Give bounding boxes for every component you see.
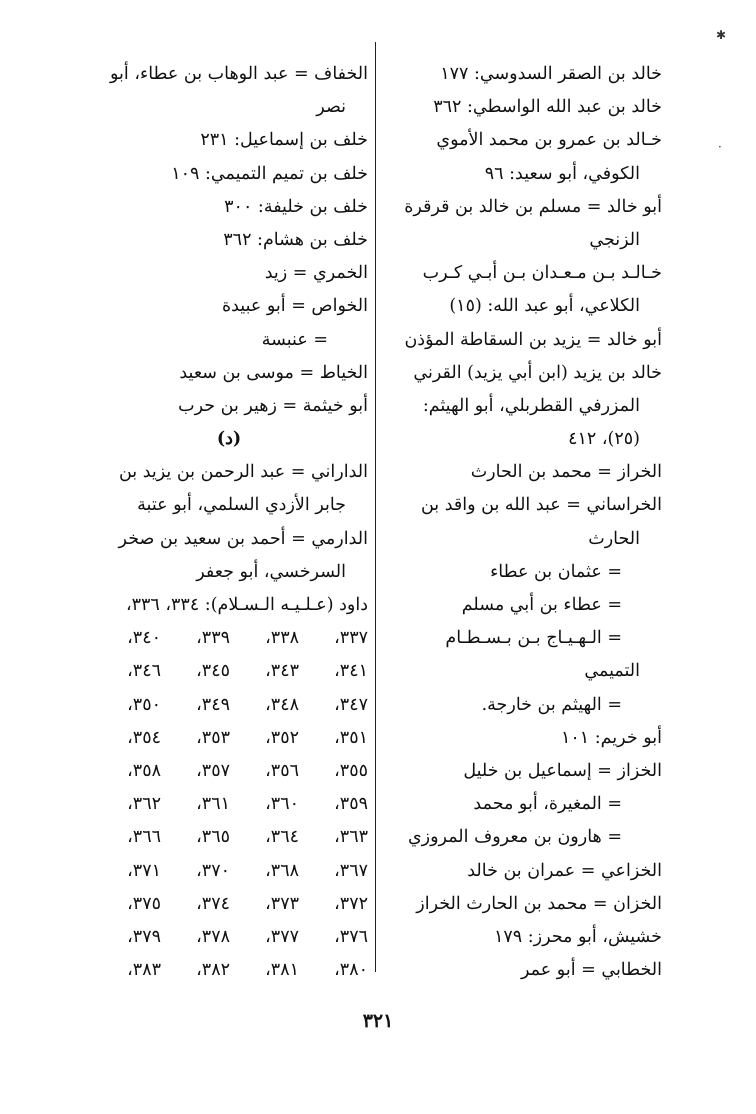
page-reference-number: ٣٧٩،: [127, 926, 161, 947]
index-entry-continuation: الحارث: [588, 528, 640, 549]
index-entry: = المغيرة، أبو محمد: [473, 794, 622, 815]
index-entry: داود (عـلـيـه الـسـلام): ٣٣٤، ٣٣٦،: [125, 595, 368, 615]
index-entry: خـالد بن عمرو بن محمد الأموي: [436, 130, 662, 151]
page-reference-number: ٣٦٥،: [196, 827, 230, 848]
page-reference-number: ٣٦٣،: [334, 827, 368, 848]
index-entry: الخواص = أبو عبيدة: [221, 296, 368, 317]
page-reference-number: ٣٨٢،: [196, 960, 230, 981]
index-entry-continuation: نصر: [316, 97, 346, 118]
left-index-entries: [90, 58, 368, 622]
page-reference-number: ٣٤٦،: [127, 661, 161, 682]
index-entry-continuation: المزرفي القطربلي، أبو الهيثم:: [422, 395, 640, 416]
index-entry-continuation: التميمي: [584, 661, 640, 682]
index-entry: خالد بن الصقر السدوسي: ١٧٧: [440, 64, 662, 84]
index-entry-continuation: الزنجي: [589, 229, 640, 250]
index-entry: الخفاف = عبد الوهاب بن عطاء، أبو: [109, 64, 368, 84]
index-entry: الخزان = محمد بن الحارث الخراز: [416, 893, 662, 914]
index-entry-continuation: (٢٥)، ٤١٢: [568, 429, 640, 450]
index-entry: خـالـد بـن مـعـدان بـن أبـي كـرب: [422, 263, 662, 284]
index-entry: خالد بن يزيد (ابن أبي يزيد) القرني: [413, 362, 662, 383]
page-reference-number: ٣٦٦،: [127, 827, 161, 848]
index-entry: خالد بن عبد الله الواسطي: ٣٦٢: [433, 97, 662, 118]
page-number-row: [90, 921, 368, 954]
page-reference-number: ٣٧٣،: [265, 893, 299, 914]
page-reference-number: ٣٦٧،: [334, 860, 368, 881]
index-entry: الخراساني = عبد الله بن واقد بن: [420, 495, 662, 516]
page-number-row: [90, 722, 368, 755]
index-entry: = عثمان بن عطاء: [490, 561, 622, 582]
index-entry: الخياط = موسى بن سعيد: [179, 362, 368, 383]
page-reference-number: ٣٦١،: [196, 794, 230, 815]
page-number-row: [90, 755, 368, 788]
page-reference-number: ٣٣٩،: [196, 628, 230, 649]
page-number-row: [90, 622, 368, 655]
index-entry-continuation: الكوفي، أبو سعيد: ٩٦: [484, 163, 640, 184]
index-entry: خلف بن خليفة: ٣٠٠: [224, 196, 368, 217]
index-entry: = عطاء بن أبي مسلم: [461, 595, 622, 615]
page-reference-number: ٣٨٣،: [127, 960, 161, 981]
page-reference-number: ٣٧٢،: [334, 893, 368, 914]
page-number-row: [90, 821, 368, 854]
index-entry: خلف بن تميم التميمي: ١٠٩: [171, 163, 368, 184]
page-reference-number: ٣٦٤،: [265, 827, 299, 848]
page-reference-number: ٣٥٤،: [127, 727, 161, 748]
index-entry: الخزاعي = عمران بن خالد: [467, 860, 662, 881]
page-reference-number: ٣٥٢،: [265, 727, 299, 748]
page-number-row: [90, 788, 368, 821]
index-entry: = هارون بن معروف المروزي: [407, 827, 622, 848]
page-reference-number: ٣٧١،: [127, 860, 161, 881]
index-entry-continuation: الكلاعي، أبو عبد الله: (١٥): [449, 296, 640, 317]
page-number-row: [90, 689, 368, 722]
page-number-row: [90, 888, 368, 921]
page-number-row: [90, 655, 368, 688]
page-reference-number: ٣٦٢،: [127, 794, 161, 815]
page-reference-number: ٣٤٨،: [265, 694, 299, 715]
page-reference-number: ٣٧٨،: [196, 926, 230, 947]
index-entry: الخطابي = أبو عمر: [521, 960, 662, 981]
section-heading: (د): [216, 429, 242, 450]
page-reference-number: ٣٥٧،: [196, 760, 230, 781]
index-entry: خلف بن إسماعيل: ٢٣١: [200, 130, 368, 151]
right-index-column: [392, 58, 662, 987]
page-reference-number: ٣٥٥،: [334, 760, 368, 781]
page-reference-number: ٣٦٨،: [265, 860, 299, 881]
page-reference-number: ٣٥٦،: [265, 760, 299, 781]
page-reference-number: ٣٨١،: [265, 960, 299, 981]
scan-dot: ·: [718, 140, 722, 154]
index-entry: = عنبسة: [261, 329, 328, 350]
index-entry: أبو خريم: ١٠١: [561, 727, 662, 748]
page-reference-number: ٣٣٨،: [265, 628, 299, 649]
page-reference-number: ٣٧٧،: [265, 926, 299, 947]
index-entry: = الـهـيـاج بـن بـسـطـام: [445, 628, 622, 649]
index-entry: أبو خيثمة = زهير بن حرب: [178, 395, 368, 416]
page-reference-number: ٣٧٤،: [196, 893, 230, 914]
index-entry: الخراز = محمد بن الحارث: [470, 462, 662, 483]
page-reference-number: ٣٥٨،: [127, 760, 161, 781]
page-reference-number: ٣٦٠،: [265, 794, 299, 815]
page-reference-number: ٣٤٠،: [127, 628, 161, 649]
column-divider: [375, 42, 376, 972]
left-index-column: [90, 58, 368, 987]
index-entry: الدارمي = أحمد بن سعيد بن صخر: [118, 528, 368, 549]
index-entry: أبو خالد = مسلم بن خالد بن قرقرة: [404, 196, 662, 217]
page-reference-number: ٣٤٣،: [265, 661, 299, 682]
page-reference-number: ٣٣٧،: [334, 628, 368, 649]
page-reference-number: ٣٥٣،: [196, 727, 230, 748]
page-reference-number: ٣٤٧،: [334, 694, 368, 715]
page-reference-number: ٣٥٩،: [334, 794, 368, 815]
page-reference-number: ٣٧٥،: [127, 893, 161, 914]
page-reference-number: ٣٤٩،: [196, 694, 230, 715]
page-reference-number: ٣٤٥،: [196, 661, 230, 682]
page-number: ٣٢١: [362, 1010, 394, 1032]
index-entry: أبو خالد = يزيد بن السقاطة المؤذن: [404, 329, 662, 350]
page-reference-number: ٣٥١،: [334, 727, 368, 748]
index-entry: خلف بن هشام: ٣٦٢: [223, 229, 368, 250]
index-entry: الخمري = زيد: [264, 263, 368, 284]
index-entry-continuation: السرخسي، أبو جعفر: [196, 561, 346, 582]
page-reference-number: ٣٧٦،: [334, 926, 368, 947]
scan-mark: ✱: [716, 28, 727, 42]
index-entry: = الهيثم بن خارجة.: [481, 694, 622, 715]
index-entry: الخزاز = إسماعيل بن خليل: [463, 760, 662, 781]
page-number-row: [90, 954, 368, 987]
page-reference-number: ٣٥٠،: [127, 694, 161, 715]
dawud-page-numbers-grid: [90, 622, 368, 987]
page-number-row: [90, 855, 368, 888]
page-reference-number: ٣٤١،: [334, 661, 368, 682]
page-reference-number: ٣٨٠،: [334, 960, 368, 981]
index-entry: الداراني = عبد الرحمن بن يزيد بن: [118, 462, 368, 483]
page-reference-number: ٣٧٠،: [196, 860, 230, 881]
index-entry: خشيش، أبو محرز: ١٧٩: [493, 926, 662, 947]
index-entry-continuation: جابر الأزدي السلمي، أبو عتبة: [137, 495, 346, 516]
